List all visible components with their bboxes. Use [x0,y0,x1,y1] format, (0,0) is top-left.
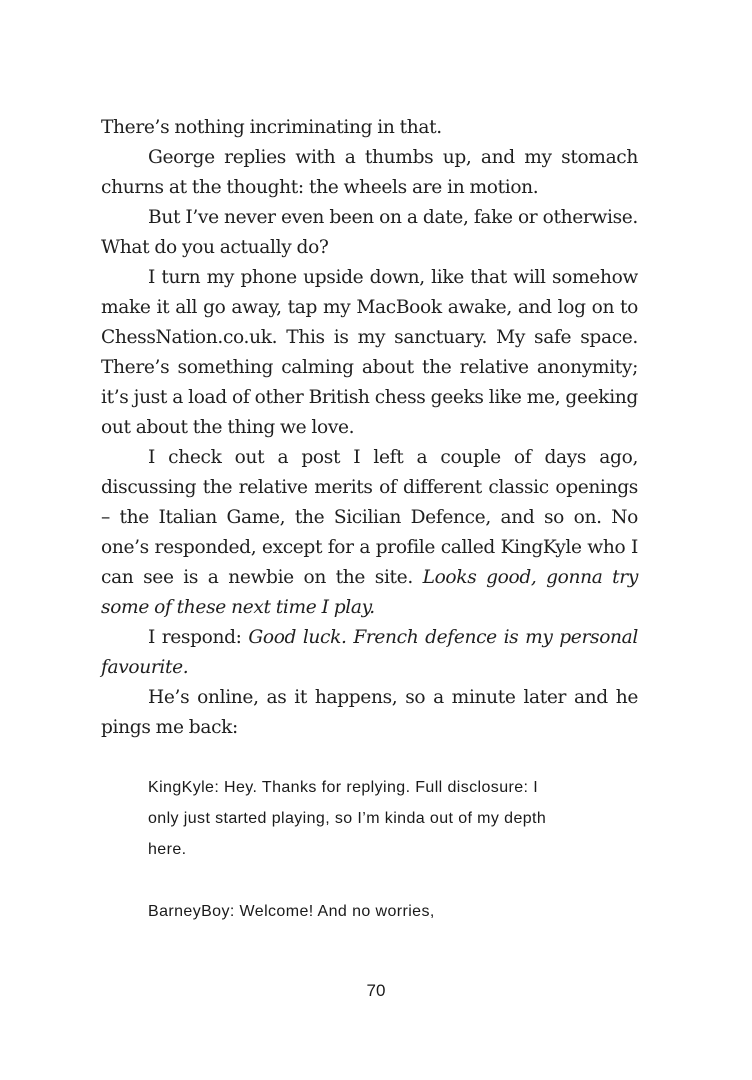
paragraph [101,443,638,623]
paragraph [101,143,638,203]
paragraph-text: I respond: [148,627,249,648]
paragraph [101,263,638,443]
paragraph-text: But I’ve never even been on a date, fake or otherwise. What do you actually do? [101,207,638,258]
paragraph-italic-text: Looks good, gonna try some of these next time I play. [101,567,638,618]
paragraph-text: I check out a post I left a couple of days ago, discussing the relative merits of different classic openings – the Italian Game, the Sicilian Defence, and so on. No one’s responded, except for a profile called KingKyle who I can see is a newbie on the site. [101,447,638,588]
paragraph-text: He’s online, as it happens, so a minute later and he pings me back: [101,687,638,738]
chat-transcript [148,772,568,927]
prose-body [101,113,638,743]
paragraph [101,203,638,263]
paragraph [101,113,638,143]
paragraph [101,683,638,743]
chat-message: BarneyBoy: Welcome! And no worries, [148,903,435,920]
paragraph-text: George replies with a thumbs up, and my stomach churns at the thought: the wheels are in motion. [101,147,638,198]
paragraph-italic-text: Good luck. French defence is my personal favourite. [101,627,638,678]
paragraph [101,623,638,683]
chat-message: KingKyle: Hey. Thanks for replying. Full disclosure: I only just started playing, so I’m kinda out of my depth here. [148,779,547,858]
paragraph-text: I turn my phone upside down, like that will somehow make it all go away, tap my MacBook awake, and log on to ChessNation.co.uk. This is my sanctuary. My safe space. There’s something calming about the relative anonymity; it’s just a load of other British chess geeks like me, geeking out about the thing we love. [101,267,638,438]
paragraph-text: There’s nothing incriminating in that. [101,117,442,138]
page-number: 70 [366,981,386,1000]
